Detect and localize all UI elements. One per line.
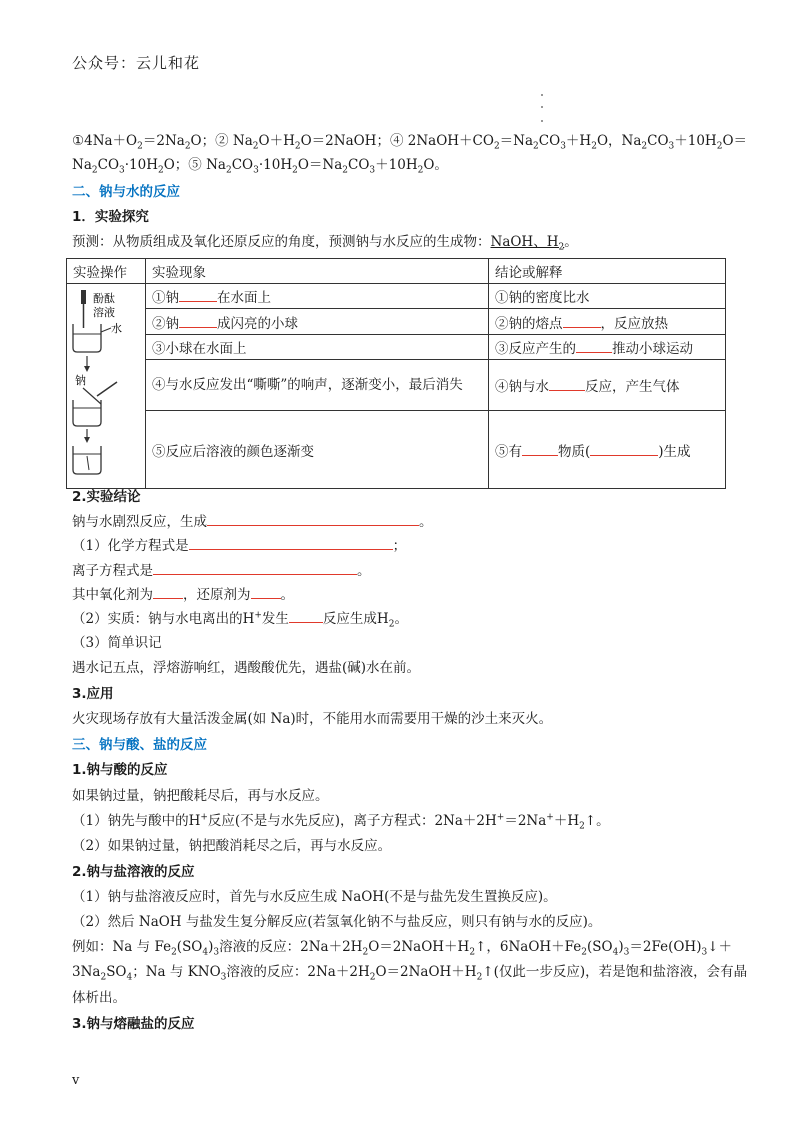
conclusion-line: 钠与水剧烈反应，生成 。 bbox=[72, 511, 728, 532]
salt-point-2: （2）然后 NaOH 与盐发生复分解反应(若氢氧化钠不与盐反应，则只有钠与水的反应)。 bbox=[72, 914, 602, 930]
arrow-down-icon bbox=[84, 366, 90, 372]
beaker-icon bbox=[73, 324, 101, 352]
dot-mark bbox=[541, 120, 543, 122]
experiment-table bbox=[66, 258, 726, 489]
apparatus-figure bbox=[67, 284, 146, 489]
conclusion-cell: ②钠的熔点 ，反应放热 bbox=[489, 309, 726, 334]
salt-point-1: （1）钠与盐溶液反应时，首先与水反应生成 NaOH(不是与盐先发生置换反应)。 bbox=[72, 889, 557, 905]
memo-heading: （3）简单识记 bbox=[72, 635, 162, 651]
section-title-acid-salt: 三、钠与酸、盐的反应 bbox=[72, 737, 207, 753]
acid-point-1: （1）钠先与酸中的H+反应(不是与水先反应)，离子方程式：$2Na+2H^+=2Na^++H_2↑$。 bbox=[72, 812, 610, 832]
account-header: 公众号：云儿和花 bbox=[72, 54, 201, 72]
dot-mark bbox=[541, 94, 543, 96]
phenomenon-cell: ④与水反应发出“嘶嘶”的响声，逐渐变小，最后消失 bbox=[146, 360, 489, 411]
table-header: 实验现象 bbox=[146, 259, 489, 284]
example-line-1: 例如：Na 与 $Fe_2(SO_4)_3$溶液的反应：$2Na+2H_2O=2NaOH+H_2↑$，$6NaOH+Fe_2(SO_4)_3=2Fe(OH)_3↓+$ bbox=[72, 939, 733, 958]
memo-text: 遇水记五点，浮熔游响红，遇酸酸优先，遇盐(碱)水在前。 bbox=[72, 660, 421, 676]
beaker-icon bbox=[73, 446, 101, 474]
water-label: 水 bbox=[111, 322, 122, 335]
tweezers-icon bbox=[97, 382, 117, 396]
ionic-equation-line: 离子方程式是 。 bbox=[72, 560, 728, 581]
acid-intro: 如果钠过量，钠把酸耗尽后，再与水反应。 bbox=[72, 788, 329, 804]
phenomenon-cell: ②钠 成闪亮的小球 bbox=[146, 309, 489, 334]
beaker-icon bbox=[73, 400, 101, 426]
redox-line: 其中氧化剂为 ，还原剂为 。 bbox=[72, 584, 728, 605]
example-line-3: 体析出。 bbox=[72, 990, 126, 1006]
table-header: 实验操作 bbox=[67, 259, 146, 284]
chemical-equation-line: （1）化学方程式是 ； bbox=[72, 535, 728, 556]
subheading-experiment: 1．实验探究 bbox=[72, 209, 149, 225]
acid-point-2: （2）如果钠过量，钠把酸消耗尽之后，再与水反应。 bbox=[72, 838, 392, 854]
conclusion-cell: ③反应产生的 推动小球运动 bbox=[489, 334, 726, 359]
conclusion-cell: ④钠与水 反应，产生气体 bbox=[489, 360, 726, 411]
reagent-label: 酚酞 bbox=[93, 292, 115, 305]
subheading-acid: 1.钠与酸的反应 bbox=[72, 762, 168, 778]
subheading-molten-salt: 3.钠与熔融盐的反应 bbox=[72, 1016, 195, 1032]
conclusion-cell: ⑤有 物质( )生成 bbox=[489, 411, 726, 489]
conclusion-cell: ①钠的密度比水 bbox=[489, 284, 726, 309]
prediction-text: 预测：从物质组成及氧化还原反应的角度，预测钠与水反应的生成物：NaOH、$H_2$。 bbox=[72, 234, 578, 253]
dropper-icon bbox=[81, 290, 86, 304]
apparatus-drawing bbox=[67, 284, 145, 484]
subheading-application: 3.应用 bbox=[72, 686, 114, 702]
sodium-label: 钠 bbox=[75, 374, 86, 387]
page-number: v bbox=[72, 1073, 80, 1088]
reagent-label-2: 溶液 bbox=[93, 306, 115, 319]
example-line-2: $3Na_2SO_4$；Na 与 $KNO_3$溶液的反应：$2Na+2H_2O=2NaOH+H_2↑$(仅此一步反应)，若是饱和盐溶液，会有晶 bbox=[72, 964, 748, 983]
equation-line-1: $①4Na+O_2=2Na_2O$；② $Na_2O+H_2O=2NaOH$；④ $2NaOH+CO_2=Na_2CO_3+H_2O$，$Na_2CO_3+10H_2O=$ bbox=[72, 133, 748, 152]
dot-mark bbox=[541, 106, 543, 108]
section-title-water: 二、钠与水的反应 bbox=[72, 184, 180, 200]
subheading-conclusion: 2.实验结论 bbox=[72, 489, 141, 505]
arrow-down-icon bbox=[84, 437, 90, 443]
subheading-salt: 2.钠与盐溶液的反应 bbox=[72, 864, 195, 880]
phenomenon-cell: ①钠 在水面上 bbox=[146, 284, 489, 309]
equation-line-2: $Na_2CO_3\cdot 10H_2O$；⑤ $Na_2CO_3\cdot 10H_2O=Na_2CO_3+10H_2O$。 bbox=[72, 157, 448, 176]
essence-line: （2）实质：钠与水电离出的H+发生 反应生成$H_2$。 bbox=[72, 608, 728, 629]
phenomenon-cell: ③小球在水面上 bbox=[146, 334, 489, 359]
table-header: 结论或解释 bbox=[489, 259, 726, 284]
phenomenon-cell: ⑤反应后溶液的颜色逐渐变 bbox=[146, 411, 489, 489]
application-text: 火灾现场存放有大量活泼金属(如 Na)时，不能用水而需要用干燥的沙土来灭火。 bbox=[72, 711, 553, 727]
